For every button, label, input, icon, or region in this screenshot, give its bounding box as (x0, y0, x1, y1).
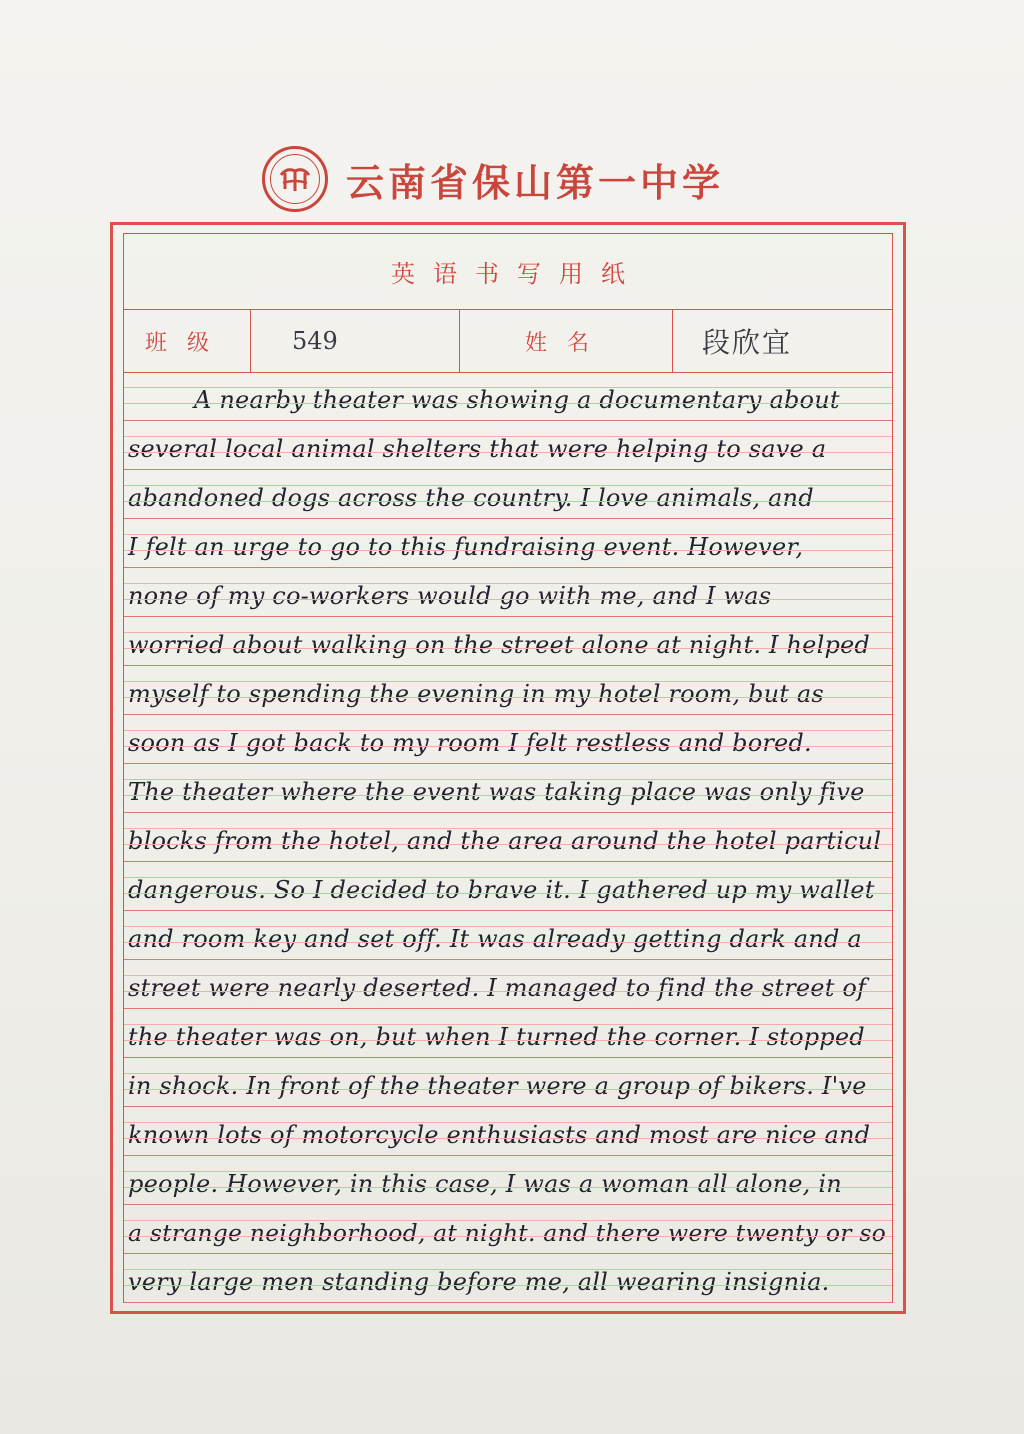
essay-line (124, 470, 892, 519)
essay-line (124, 1156, 892, 1205)
essay-line-text: none of my co-workers would go with me, and I was (128, 582, 772, 610)
essay-line-text: myself to spending the evening in my hotel room, but as (128, 680, 824, 708)
essay-line-text: A nearby theater was showing a documentary about (194, 386, 840, 414)
essay-line (124, 715, 892, 764)
essay-line (124, 568, 892, 617)
school-header (262, 142, 782, 216)
essay-line (124, 421, 892, 470)
sheet-frame-inner (123, 233, 893, 1303)
essay-line-text: worried about walking on the street alone at night. I helped (128, 631, 870, 659)
sheet-title: 英语书写用纸 (391, 260, 643, 288)
school-name: 云南省保山第一中学 (346, 159, 725, 205)
essay-line-text: blocks from the hotel, and the area around the hotel particul (128, 827, 882, 855)
essay-line-text: abandoned dogs across the country. I love animals, and (128, 484, 814, 512)
essay-line-text: people. However, in this case, I was a woman all alone, in (128, 1170, 842, 1198)
essay-line (124, 1058, 892, 1107)
essay-line (124, 372, 892, 421)
sheet-frame (110, 222, 906, 1314)
essay-line (124, 764, 892, 813)
essay-line-text: very large men standing before me, all wearing insignia. (128, 1268, 830, 1296)
essay-area (124, 372, 892, 1302)
essay-line (124, 617, 892, 666)
essay-line (124, 813, 892, 862)
essay-line (124, 1254, 892, 1303)
school-seal-icon (262, 146, 328, 212)
class-value-cell (252, 310, 460, 372)
essay-line-text: dangerous. So I decided to brave it. I gathered up my wallet (128, 876, 875, 904)
essay-line-text: The theater where the event was taking place was only five (128, 778, 865, 806)
essay-line-text: known lots of motorcycle enthusiasts and most are nice and (128, 1121, 871, 1149)
essay-line-text: street were nearly deserted. I managed to find the street of (128, 974, 867, 1002)
essay-line (124, 1107, 892, 1156)
name-label: 姓名 (524, 330, 609, 356)
class-label: 班级 (144, 330, 229, 356)
class-label-cell (124, 310, 251, 372)
essay-line (124, 1205, 892, 1254)
name-value-cell (674, 310, 892, 372)
essay-line-text: soon as I got back to my room I felt restless and bored. (128, 729, 812, 757)
essay-line-text: I felt an urge to go to this fundraising event. However, (128, 533, 804, 561)
essay-line (124, 862, 892, 911)
essay-line-text: and room key and set off. It was already getting dark and a (128, 925, 862, 953)
essay-line (124, 666, 892, 715)
essay-line (124, 960, 892, 1009)
essay-line (124, 519, 892, 568)
sheet-title-row (124, 234, 892, 310)
essay-line (124, 1009, 892, 1058)
essay-line-text: a strange neighborhood, at night. and there were twenty or so (128, 1219, 886, 1247)
essay-line (124, 911, 892, 960)
class-value: 549 (292, 327, 338, 355)
essay-line-text: the theater was on, but when I turned the corner. I stopped (128, 1023, 865, 1051)
essay-line-text: in shock. In front of the theater were a group of bikers. I've (128, 1072, 867, 1100)
student-info-row (124, 310, 892, 373)
essay-line-text: several local animal shelters that were helping to save a (128, 435, 827, 463)
name-label-cell (462, 310, 673, 372)
student-name: 段欣宜 (702, 326, 793, 359)
